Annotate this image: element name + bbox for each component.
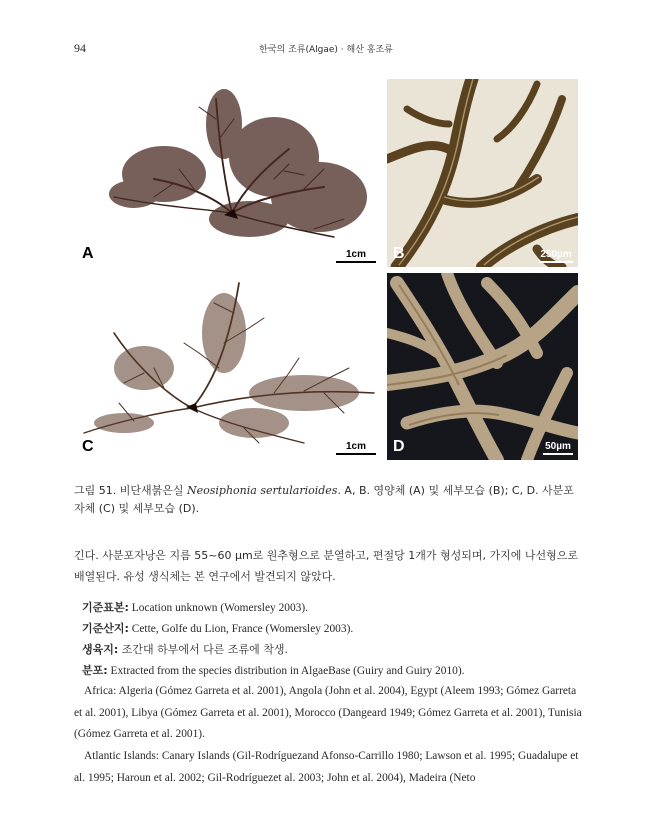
habitat-label: 생육지: <box>82 643 119 656</box>
scale-label-a: 1cm <box>345 249 366 260</box>
scale-label-c: 1cm <box>345 441 366 452</box>
distribution-entry <box>74 660 592 683</box>
scale-label-b: 250µm <box>540 249 572 260</box>
body-line-1: 긴다. 사분포자낭은 지름 55~60 μm로 원추형으로 분열하고, 편절당 1개가 형성되며, 가지에 나선형으로 <box>74 549 579 562</box>
scale-bar-c <box>336 441 376 455</box>
figure-panel-a <box>74 79 382 267</box>
scale-bar-a <box>336 249 376 263</box>
panel-letter-d: D <box>393 438 405 455</box>
distribution-label: 분포: <box>82 664 108 677</box>
type-specimen-entry <box>74 597 592 620</box>
panel-letter-a: A <box>82 245 94 262</box>
africa-distribution: Africa: Algeria (Gómez Garreta et al. 2001), Angola (John et al. 2004), Egypt (Aleem 1993; Gómez Garreta et al. 2001), Libya (Gómez Garreta et al. 2001), Morocco (Dangeard 1949; Gómez Garreta et al. 2001), Tunisia (Gómez Garreta et al. 2001). <box>74 685 582 740</box>
type-locality-entry <box>74 618 592 641</box>
algae-detail-d-image <box>387 273 578 460</box>
algae-detail-b-image <box>387 79 578 267</box>
panel-letter-b: B <box>393 245 405 262</box>
habitat-text: 조간대 하부에서 다른 조류에 착생. <box>118 643 289 656</box>
algae-specimen-a-image <box>74 79 382 267</box>
type-locality-text: Cette, Golfe du Lion, France (Womersley 2003). <box>128 623 354 635</box>
caption-suffix: . A, B. 영양체 (A) 및 세부모습 (B); C, D. 사분포자체 (C) 및 세부모습 (D). <box>74 484 574 515</box>
running-title: 한국의 조류(Algae) · 해산 홍조류 <box>259 45 393 55</box>
algae-specimen-c-image <box>74 273 382 460</box>
scale-label-d: 50µm <box>545 441 571 452</box>
type-locality-label: 기준산지: <box>82 622 129 635</box>
caption-prefix: 그림 51. 비단새붉은실 <box>74 484 187 497</box>
figure-caption <box>74 482 584 518</box>
atlantic-distribution: Atlantic Islands: Canary Islands (Gil-Rodríguezand Afonso-Carrillo 1980; Lawson et al. 1995; Guadalupe et al. 1995; Haroun et al. 2002; Gil-Rodríguezet al. 2003; John et al. 2004), Madeira (Neto <box>74 750 579 784</box>
figure-panel-d <box>387 273 578 460</box>
scale-bar-d <box>543 441 573 455</box>
scale-bar-b <box>539 249 573 263</box>
page-number: 94 <box>74 41 86 55</box>
body-line-2: 배열된다. 유성 생식체는 본 연구에서 발견되지 않았다. <box>74 570 336 583</box>
distribution-text: Extracted from the species distribution in AlgaeBase (Guiry and Guiry 2010). <box>107 665 465 677</box>
habitat-entry <box>74 639 592 662</box>
caption-species: Neosiphonia sertularioides <box>187 484 338 497</box>
figure-panel-b <box>387 79 578 267</box>
type-specimen-text: Location unknown (Womersley 2003). <box>128 602 308 614</box>
figure-panel-c <box>74 273 382 460</box>
panel-letter-c: C <box>82 438 94 455</box>
type-specimen-label: 기준표본: <box>82 601 129 614</box>
